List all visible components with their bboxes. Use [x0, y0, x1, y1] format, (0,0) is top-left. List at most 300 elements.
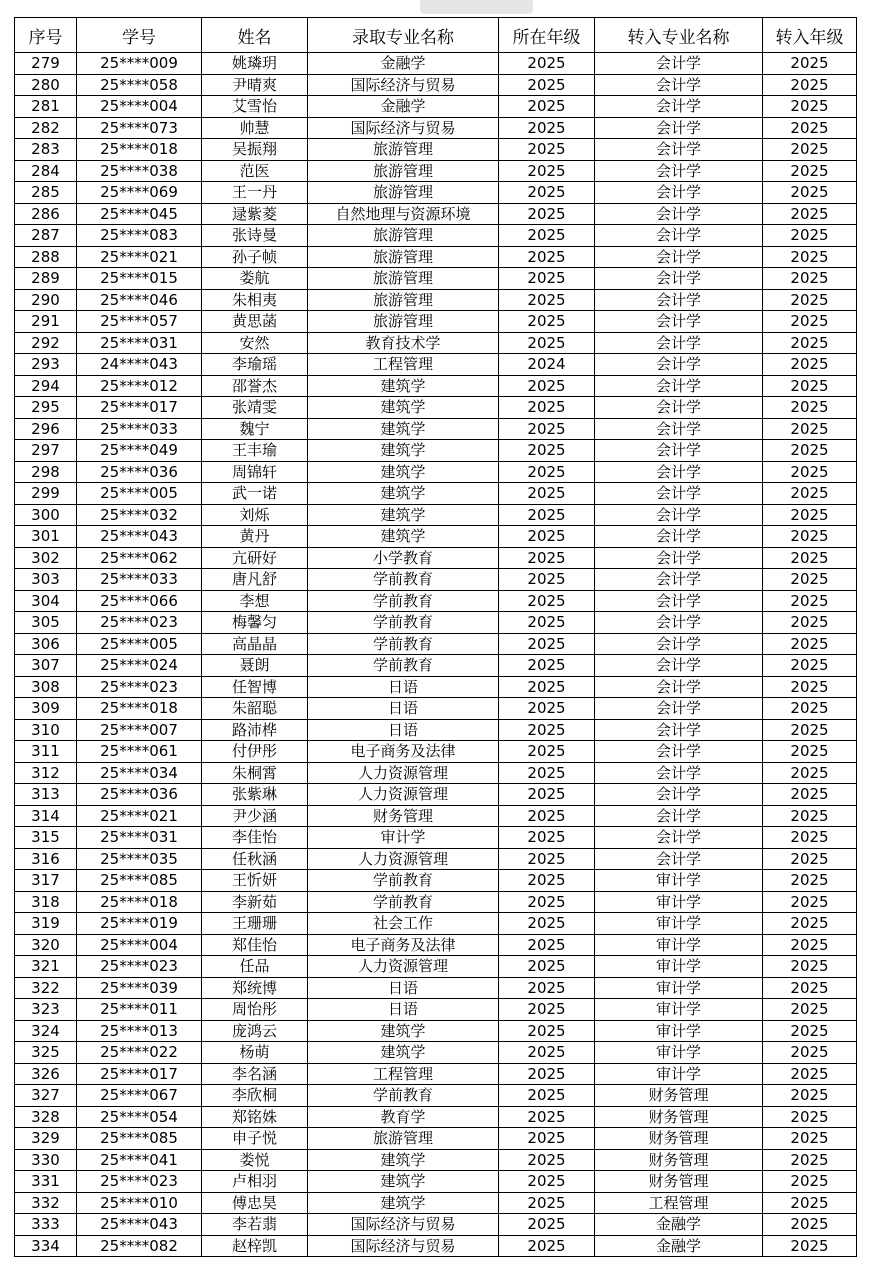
cell-seq: 310 [15, 719, 77, 741]
cell-seq: 308 [15, 676, 77, 698]
cell-student-id: 25****036 [77, 461, 202, 483]
cell-seq: 294 [15, 375, 77, 397]
cell-grade: 2025 [499, 483, 595, 505]
cell-target-grade: 2025 [763, 268, 857, 290]
cell-name: 王丰瑜 [202, 440, 308, 462]
cell-target-major: 会计学 [595, 719, 763, 741]
cell-grade: 2025 [499, 461, 595, 483]
cell-target-grade: 2025 [763, 504, 857, 526]
header-row [15, 18, 857, 53]
cell-target-grade: 2025 [763, 590, 857, 612]
cell-name: 范医 [202, 160, 308, 182]
table-row [15, 1020, 857, 1042]
cell-admitted-major: 建筑学 [308, 461, 499, 483]
cell-admitted-major: 旅游管理 [308, 160, 499, 182]
cell-target-grade: 2025 [763, 289, 857, 311]
cell-grade: 2025 [499, 332, 595, 354]
table-row [15, 1085, 857, 1107]
cell-grade: 2025 [499, 1085, 595, 1107]
cell-grade: 2025 [499, 870, 595, 892]
cell-grade: 2025 [499, 74, 595, 96]
cell-seq: 297 [15, 440, 77, 462]
top-tab-strip [420, 0, 533, 14]
cell-grade: 2025 [499, 504, 595, 526]
cell-seq: 314 [15, 805, 77, 827]
cell-target-major: 审计学 [595, 1042, 763, 1064]
cell-admitted-major: 电子商务及法律 [308, 741, 499, 763]
cell-name: 黄思菡 [202, 311, 308, 333]
table-row [15, 999, 857, 1021]
table-row [15, 784, 857, 806]
cell-seq: 306 [15, 633, 77, 655]
cell-student-id: 24****043 [77, 354, 202, 376]
cell-target-grade: 2025 [763, 547, 857, 569]
cell-admitted-major: 金融学 [308, 96, 499, 118]
cell-target-major: 会计学 [595, 74, 763, 96]
cell-seq: 289 [15, 268, 77, 290]
cell-target-grade: 2025 [763, 1128, 857, 1150]
table-row [15, 1235, 857, 1257]
cell-target-major: 审计学 [595, 913, 763, 935]
cell-seq: 300 [15, 504, 77, 526]
table-row [15, 1214, 857, 1236]
table-row [15, 741, 857, 763]
cell-student-id: 25****013 [77, 1020, 202, 1042]
cell-admitted-major: 财务管理 [308, 805, 499, 827]
cell-admitted-major: 建筑学 [308, 1149, 499, 1171]
header-admitted-major: 录取专业名称 [308, 18, 499, 53]
cell-target-grade: 2025 [763, 1020, 857, 1042]
cell-target-major: 会计学 [595, 676, 763, 698]
cell-seq: 287 [15, 225, 77, 247]
cell-admitted-major: 建筑学 [308, 375, 499, 397]
cell-seq: 316 [15, 848, 77, 870]
cell-grade: 2025 [499, 139, 595, 161]
cell-name: 邵誉杰 [202, 375, 308, 397]
cell-student-id: 25****057 [77, 311, 202, 333]
cell-grade: 2025 [499, 1063, 595, 1085]
cell-target-major: 审计学 [595, 1063, 763, 1085]
cell-name: 聂朗 [202, 655, 308, 677]
cell-student-id: 25****046 [77, 289, 202, 311]
cell-student-id: 25****067 [77, 1085, 202, 1107]
cell-grade: 2025 [499, 655, 595, 677]
cell-admitted-major: 国际经济与贸易 [308, 74, 499, 96]
cell-seq: 299 [15, 483, 77, 505]
table-row [15, 225, 857, 247]
cell-target-major: 财务管理 [595, 1128, 763, 1150]
table-row [15, 397, 857, 419]
cell-target-major: 审计学 [595, 1020, 763, 1042]
table-row [15, 977, 857, 999]
table-row [15, 418, 857, 440]
cell-admitted-major: 旅游管理 [308, 246, 499, 268]
cell-target-grade: 2025 [763, 483, 857, 505]
cell-seq: 319 [15, 913, 77, 935]
cell-student-id: 25****012 [77, 375, 202, 397]
cell-name: 张靖雯 [202, 397, 308, 419]
cell-name: 梅馨匀 [202, 612, 308, 634]
cell-target-grade: 2025 [763, 96, 857, 118]
cell-target-grade: 2025 [763, 332, 857, 354]
cell-student-id: 25****069 [77, 182, 202, 204]
cell-name: 尹晴爽 [202, 74, 308, 96]
cell-target-major: 工程管理 [595, 1192, 763, 1214]
cell-student-id: 25****083 [77, 225, 202, 247]
cell-admitted-major: 建筑学 [308, 526, 499, 548]
cell-seq: 329 [15, 1128, 77, 1150]
cell-name: 李佳怡 [202, 827, 308, 849]
cell-name: 任秋涵 [202, 848, 308, 870]
table-row [15, 1128, 857, 1150]
cell-name: 郑统博 [202, 977, 308, 999]
cell-name: 任智博 [202, 676, 308, 698]
cell-admitted-major: 建筑学 [308, 1042, 499, 1064]
cell-target-major: 金融学 [595, 1214, 763, 1236]
cell-admitted-major: 日语 [308, 719, 499, 741]
cell-name: 帅慧 [202, 117, 308, 139]
cell-target-major: 会计学 [595, 53, 763, 75]
header-student-id: 学号 [77, 18, 202, 53]
cell-grade: 2025 [499, 698, 595, 720]
table-row [15, 1149, 857, 1171]
cell-target-major: 会计学 [595, 762, 763, 784]
table-row [15, 698, 857, 720]
table-row [15, 870, 857, 892]
cell-admitted-major: 旅游管理 [308, 1128, 499, 1150]
cell-grade: 2025 [499, 913, 595, 935]
cell-name: 路沛桦 [202, 719, 308, 741]
cell-student-id: 25****034 [77, 762, 202, 784]
cell-grade: 2025 [499, 891, 595, 913]
cell-student-id: 25****082 [77, 1235, 202, 1257]
cell-name: 姚璘玥 [202, 53, 308, 75]
cell-student-id: 25****022 [77, 1042, 202, 1064]
cell-name: 张紫琳 [202, 784, 308, 806]
cell-seq: 309 [15, 698, 77, 720]
cell-target-grade: 2025 [763, 655, 857, 677]
cell-seq: 326 [15, 1063, 77, 1085]
cell-target-grade: 2025 [763, 719, 857, 741]
table-row [15, 289, 857, 311]
cell-name: 赵梓凯 [202, 1235, 308, 1257]
cell-student-id: 25****023 [77, 1171, 202, 1193]
cell-target-major: 财务管理 [595, 1085, 763, 1107]
cell-admitted-major: 人力资源管理 [308, 956, 499, 978]
cell-admitted-major: 社会工作 [308, 913, 499, 935]
table-row [15, 74, 857, 96]
cell-grade: 2025 [499, 977, 595, 999]
header-grade: 所在年级 [499, 18, 595, 53]
cell-seq: 317 [15, 870, 77, 892]
cell-target-major: 会计学 [595, 160, 763, 182]
cell-name: 庞鸿云 [202, 1020, 308, 1042]
cell-target-grade: 2025 [763, 117, 857, 139]
cell-admitted-major: 日语 [308, 977, 499, 999]
cell-target-major: 审计学 [595, 934, 763, 956]
cell-target-grade: 2025 [763, 418, 857, 440]
cell-grade: 2025 [499, 1042, 595, 1064]
table-body [15, 53, 857, 1257]
cell-target-major: 审计学 [595, 999, 763, 1021]
cell-admitted-major: 国际经济与贸易 [308, 1214, 499, 1236]
cell-target-major: 审计学 [595, 891, 763, 913]
cell-admitted-major: 教育技术学 [308, 332, 499, 354]
cell-name: 付伊彤 [202, 741, 308, 763]
cell-name: 郑铭姝 [202, 1106, 308, 1128]
table-row [15, 848, 857, 870]
cell-admitted-major: 国际经济与贸易 [308, 1235, 499, 1257]
cell-target-major: 会计学 [595, 332, 763, 354]
cell-grade: 2025 [499, 268, 595, 290]
cell-grade: 2025 [499, 784, 595, 806]
cell-name: 娄悦 [202, 1149, 308, 1171]
cell-student-id: 25****039 [77, 977, 202, 999]
table-row [15, 633, 857, 655]
cell-grade: 2025 [499, 1020, 595, 1042]
cell-student-id: 25****033 [77, 569, 202, 591]
cell-seq: 334 [15, 1235, 77, 1257]
cell-seq: 331 [15, 1171, 77, 1193]
cell-seq: 304 [15, 590, 77, 612]
cell-target-grade: 2025 [763, 913, 857, 935]
cell-seq: 284 [15, 160, 77, 182]
cell-name: 任品 [202, 956, 308, 978]
table-row [15, 182, 857, 204]
cell-student-id: 25****018 [77, 698, 202, 720]
cell-student-id: 25****011 [77, 999, 202, 1021]
table-row [15, 891, 857, 913]
cell-target-grade: 2025 [763, 827, 857, 849]
cell-target-major: 会计学 [595, 805, 763, 827]
cell-grade: 2025 [499, 1128, 595, 1150]
cell-target-major: 财务管理 [595, 1149, 763, 1171]
cell-target-grade: 2025 [763, 676, 857, 698]
cell-grade: 2025 [499, 719, 595, 741]
cell-name: 亢研好 [202, 547, 308, 569]
cell-seq: 318 [15, 891, 77, 913]
cell-student-id: 25****023 [77, 956, 202, 978]
cell-name: 朱相夷 [202, 289, 308, 311]
cell-seq: 282 [15, 117, 77, 139]
cell-target-major: 会计学 [595, 96, 763, 118]
cell-target-grade: 2025 [763, 53, 857, 75]
cell-name: 李名涵 [202, 1063, 308, 1085]
cell-admitted-major: 学前教育 [308, 891, 499, 913]
cell-name: 郑佳怡 [202, 934, 308, 956]
cell-seq: 301 [15, 526, 77, 548]
cell-target-grade: 2025 [763, 612, 857, 634]
cell-target-grade: 2025 [763, 762, 857, 784]
cell-target-grade: 2025 [763, 934, 857, 956]
cell-grade: 2025 [499, 762, 595, 784]
cell-admitted-major: 建筑学 [308, 504, 499, 526]
cell-student-id: 25****031 [77, 332, 202, 354]
cell-name: 尹少涵 [202, 805, 308, 827]
table-row [15, 461, 857, 483]
cell-student-id: 25****018 [77, 139, 202, 161]
cell-target-grade: 2025 [763, 225, 857, 247]
cell-target-grade: 2025 [763, 633, 857, 655]
cell-grade: 2025 [499, 956, 595, 978]
cell-name: 张诗曼 [202, 225, 308, 247]
cell-name: 李新茹 [202, 891, 308, 913]
cell-student-id: 25****010 [77, 1192, 202, 1214]
cell-admitted-major: 人力资源管理 [308, 762, 499, 784]
cell-name: 周锦轩 [202, 461, 308, 483]
cell-target-grade: 2025 [763, 160, 857, 182]
cell-target-grade: 2025 [763, 999, 857, 1021]
cell-grade: 2025 [499, 569, 595, 591]
cell-target-major: 审计学 [595, 870, 763, 892]
cell-admitted-major: 工程管理 [308, 354, 499, 376]
cell-student-id: 25****004 [77, 96, 202, 118]
cell-name: 魏宁 [202, 418, 308, 440]
cell-name: 杨萌 [202, 1042, 308, 1064]
cell-admitted-major: 建筑学 [308, 1171, 499, 1193]
cell-seq: 332 [15, 1192, 77, 1214]
cell-grade: 2025 [499, 999, 595, 1021]
cell-grade: 2025 [499, 53, 595, 75]
cell-seq: 302 [15, 547, 77, 569]
cell-target-major: 会计学 [595, 784, 763, 806]
table-row [15, 590, 857, 612]
cell-student-id: 25****021 [77, 805, 202, 827]
cell-target-major: 会计学 [595, 569, 763, 591]
cell-target-major: 会计学 [595, 440, 763, 462]
cell-grade: 2025 [499, 1235, 595, 1257]
table-row [15, 827, 857, 849]
cell-admitted-major: 学前教育 [308, 633, 499, 655]
cell-grade: 2025 [499, 612, 595, 634]
cell-grade: 2025 [499, 1214, 595, 1236]
cell-target-major: 审计学 [595, 977, 763, 999]
cell-seq: 288 [15, 246, 77, 268]
cell-name: 朱桐霄 [202, 762, 308, 784]
cell-grade: 2025 [499, 526, 595, 548]
table-row [15, 1042, 857, 1064]
cell-target-grade: 2025 [763, 870, 857, 892]
cell-student-id: 25****005 [77, 633, 202, 655]
cell-student-id: 25****004 [77, 934, 202, 956]
table-row [15, 526, 857, 548]
table-row [15, 375, 857, 397]
cell-name: 高晶晶 [202, 633, 308, 655]
cell-admitted-major: 建筑学 [308, 1192, 499, 1214]
table-row [15, 311, 857, 333]
cell-target-grade: 2025 [763, 1171, 857, 1193]
cell-target-major: 会计学 [595, 633, 763, 655]
cell-target-grade: 2025 [763, 956, 857, 978]
cell-target-major: 会计学 [595, 354, 763, 376]
table-row [15, 655, 857, 677]
transfer-table [14, 17, 857, 1257]
cell-student-id: 25****023 [77, 612, 202, 634]
table-row [15, 569, 857, 591]
cell-admitted-major: 旅游管理 [308, 139, 499, 161]
cell-seq: 281 [15, 96, 77, 118]
table-row [15, 1063, 857, 1085]
cell-seq: 303 [15, 569, 77, 591]
cell-admitted-major: 国际经济与贸易 [308, 117, 499, 139]
cell-seq: 295 [15, 397, 77, 419]
cell-target-grade: 2025 [763, 246, 857, 268]
cell-seq: 285 [15, 182, 77, 204]
cell-seq: 325 [15, 1042, 77, 1064]
cell-target-major: 会计学 [595, 827, 763, 849]
cell-admitted-major: 旅游管理 [308, 225, 499, 247]
cell-target-major: 会计学 [595, 182, 763, 204]
cell-target-major: 会计学 [595, 612, 763, 634]
cell-grade: 2025 [499, 1192, 595, 1214]
cell-admitted-major: 教育学 [308, 1106, 499, 1128]
cell-target-major: 会计学 [595, 848, 763, 870]
cell-target-grade: 2025 [763, 74, 857, 96]
cell-seq: 333 [15, 1214, 77, 1236]
cell-grade: 2025 [499, 805, 595, 827]
cell-name: 李瑜瑶 [202, 354, 308, 376]
table-row [15, 504, 857, 526]
cell-student-id: 25****017 [77, 1063, 202, 1085]
cell-grade: 2025 [499, 848, 595, 870]
cell-grade: 2025 [499, 827, 595, 849]
cell-target-major: 会计学 [595, 698, 763, 720]
cell-name: 王一丹 [202, 182, 308, 204]
cell-student-id: 25****021 [77, 246, 202, 268]
cell-seq: 298 [15, 461, 77, 483]
table-row [15, 268, 857, 290]
table-row [15, 1171, 857, 1193]
cell-target-major: 会计学 [595, 461, 763, 483]
cell-target-major: 财务管理 [595, 1106, 763, 1128]
cell-grade: 2025 [499, 547, 595, 569]
cell-target-grade: 2025 [763, 741, 857, 763]
cell-name: 申子悦 [202, 1128, 308, 1150]
cell-target-grade: 2025 [763, 891, 857, 913]
cell-student-id: 25****017 [77, 397, 202, 419]
cell-student-id: 25****009 [77, 53, 202, 75]
cell-target-grade: 2025 [763, 1106, 857, 1128]
cell-student-id: 25****061 [77, 741, 202, 763]
cell-student-id: 25****019 [77, 913, 202, 935]
header-name: 姓名 [202, 18, 308, 53]
cell-admitted-major: 小学教育 [308, 547, 499, 569]
header-target-grade: 转入年级 [763, 18, 857, 53]
table-row [15, 96, 857, 118]
cell-student-id: 25****043 [77, 526, 202, 548]
cell-admitted-major: 人力资源管理 [308, 848, 499, 870]
table-row [15, 719, 857, 741]
cell-grade: 2024 [499, 354, 595, 376]
cell-student-id: 25****005 [77, 483, 202, 505]
cell-seq: 283 [15, 139, 77, 161]
cell-student-id: 25****066 [77, 590, 202, 612]
cell-target-grade: 2025 [763, 784, 857, 806]
cell-seq: 312 [15, 762, 77, 784]
cell-student-id: 25****043 [77, 1214, 202, 1236]
cell-admitted-major: 建筑学 [308, 440, 499, 462]
cell-target-grade: 2025 [763, 977, 857, 999]
cell-grade: 2025 [499, 418, 595, 440]
table-row [15, 440, 857, 462]
cell-admitted-major: 建筑学 [308, 483, 499, 505]
cell-student-id: 25****032 [77, 504, 202, 526]
cell-name: 武一诺 [202, 483, 308, 505]
table-row [15, 612, 857, 634]
cell-seq: 305 [15, 612, 77, 634]
cell-seq: 327 [15, 1085, 77, 1107]
cell-grade: 2025 [499, 375, 595, 397]
